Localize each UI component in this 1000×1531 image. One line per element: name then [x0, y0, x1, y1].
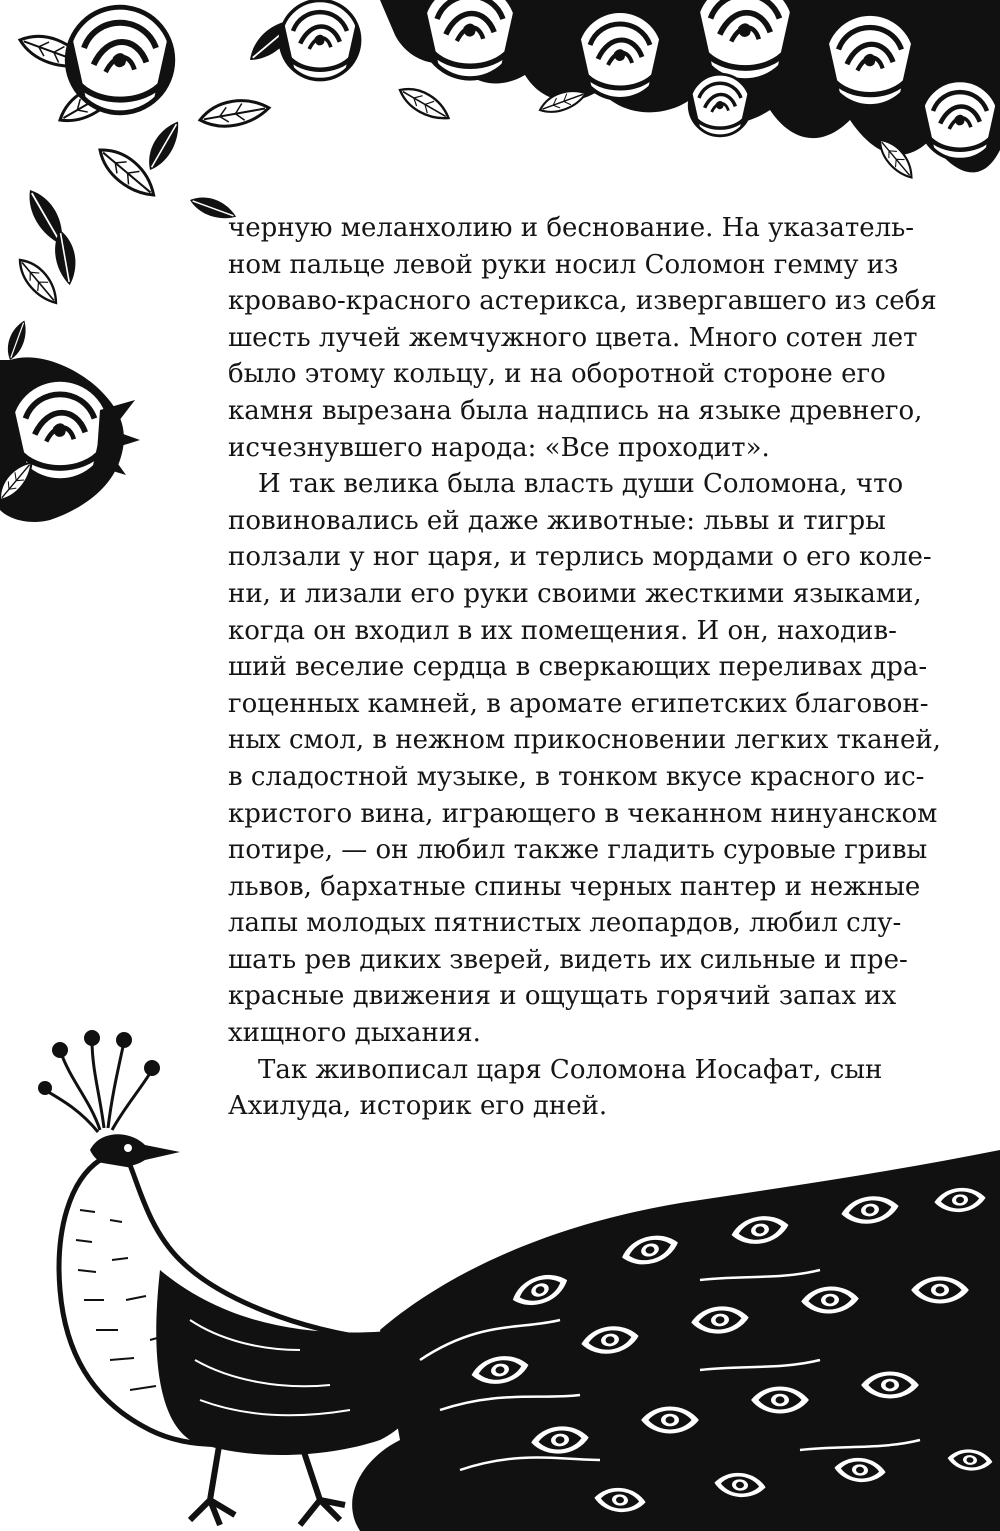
text-line: шать рев диких зверей, видеть их сильные и пре- [228, 944, 908, 975]
text-line: кроваво-красного астерикса, извергавшего из себя [228, 286, 937, 317]
text-line: красные движения и ощущать горячий запах их [228, 981, 897, 1012]
text-line: Так живописал царя Соломона Иосафат, сын [258, 1054, 883, 1085]
text-line: ных смол, в нежном прикосновении легких тканей, [228, 725, 941, 756]
text-line: ни, и лизали его руки своими жесткими языками, [228, 578, 922, 609]
text-line: Ахилуда, историк его дней. [228, 1091, 608, 1122]
text-line: гоценных камней, в аромате египетских благовон- [228, 688, 929, 719]
paragraph-1 [228, 210, 937, 466]
text-line: повиновались ей даже животные: львы и тигры [228, 505, 886, 536]
text-line: исчезнувшего народа: «Все проходит». [228, 432, 770, 463]
text-line: камня вырезана была надпись на языке древнего, [228, 395, 923, 426]
rose-icon [0, 318, 140, 522]
text-line: И так велика была власть души Соломона, что [258, 469, 904, 500]
text-line: когда он входил в их помещения. И он, находив- [228, 615, 897, 646]
text-line: шесть лучей жемчужного цвета. Много сотен лет [228, 322, 918, 353]
text-line: черную меланхолию и беснование. На указатель- [228, 213, 915, 243]
text-line: потире, — он любил также гладить суровые гривы [228, 835, 928, 866]
text-line: ползали у ног царя, и терлись мордами о его коле- [228, 542, 932, 573]
text-line: ном пальце левой руки носил Соломон гемму из [228, 249, 899, 280]
text-line: было этому кольцу, и на оборотной стороне его [228, 359, 886, 390]
text-line: ший веселие сердца в сверкающих переливах дра- [228, 652, 928, 683]
text-line: хищного дыхания. [228, 1018, 481, 1049]
text-line: лапы молодых пятнистых леопардов, любил слу- [228, 908, 902, 939]
text-line: кристого вина, играющего в чеканном нинуанском [228, 798, 938, 829]
text-line: в сладостной музыке, в тонком вкусе красного ис- [228, 761, 925, 792]
paragraph-2 [228, 466, 941, 1052]
main-text [228, 210, 941, 1125]
text-line: львов, бархатные спины черных пантер и нежные [228, 871, 921, 902]
paragraph-3 [228, 1052, 883, 1125]
